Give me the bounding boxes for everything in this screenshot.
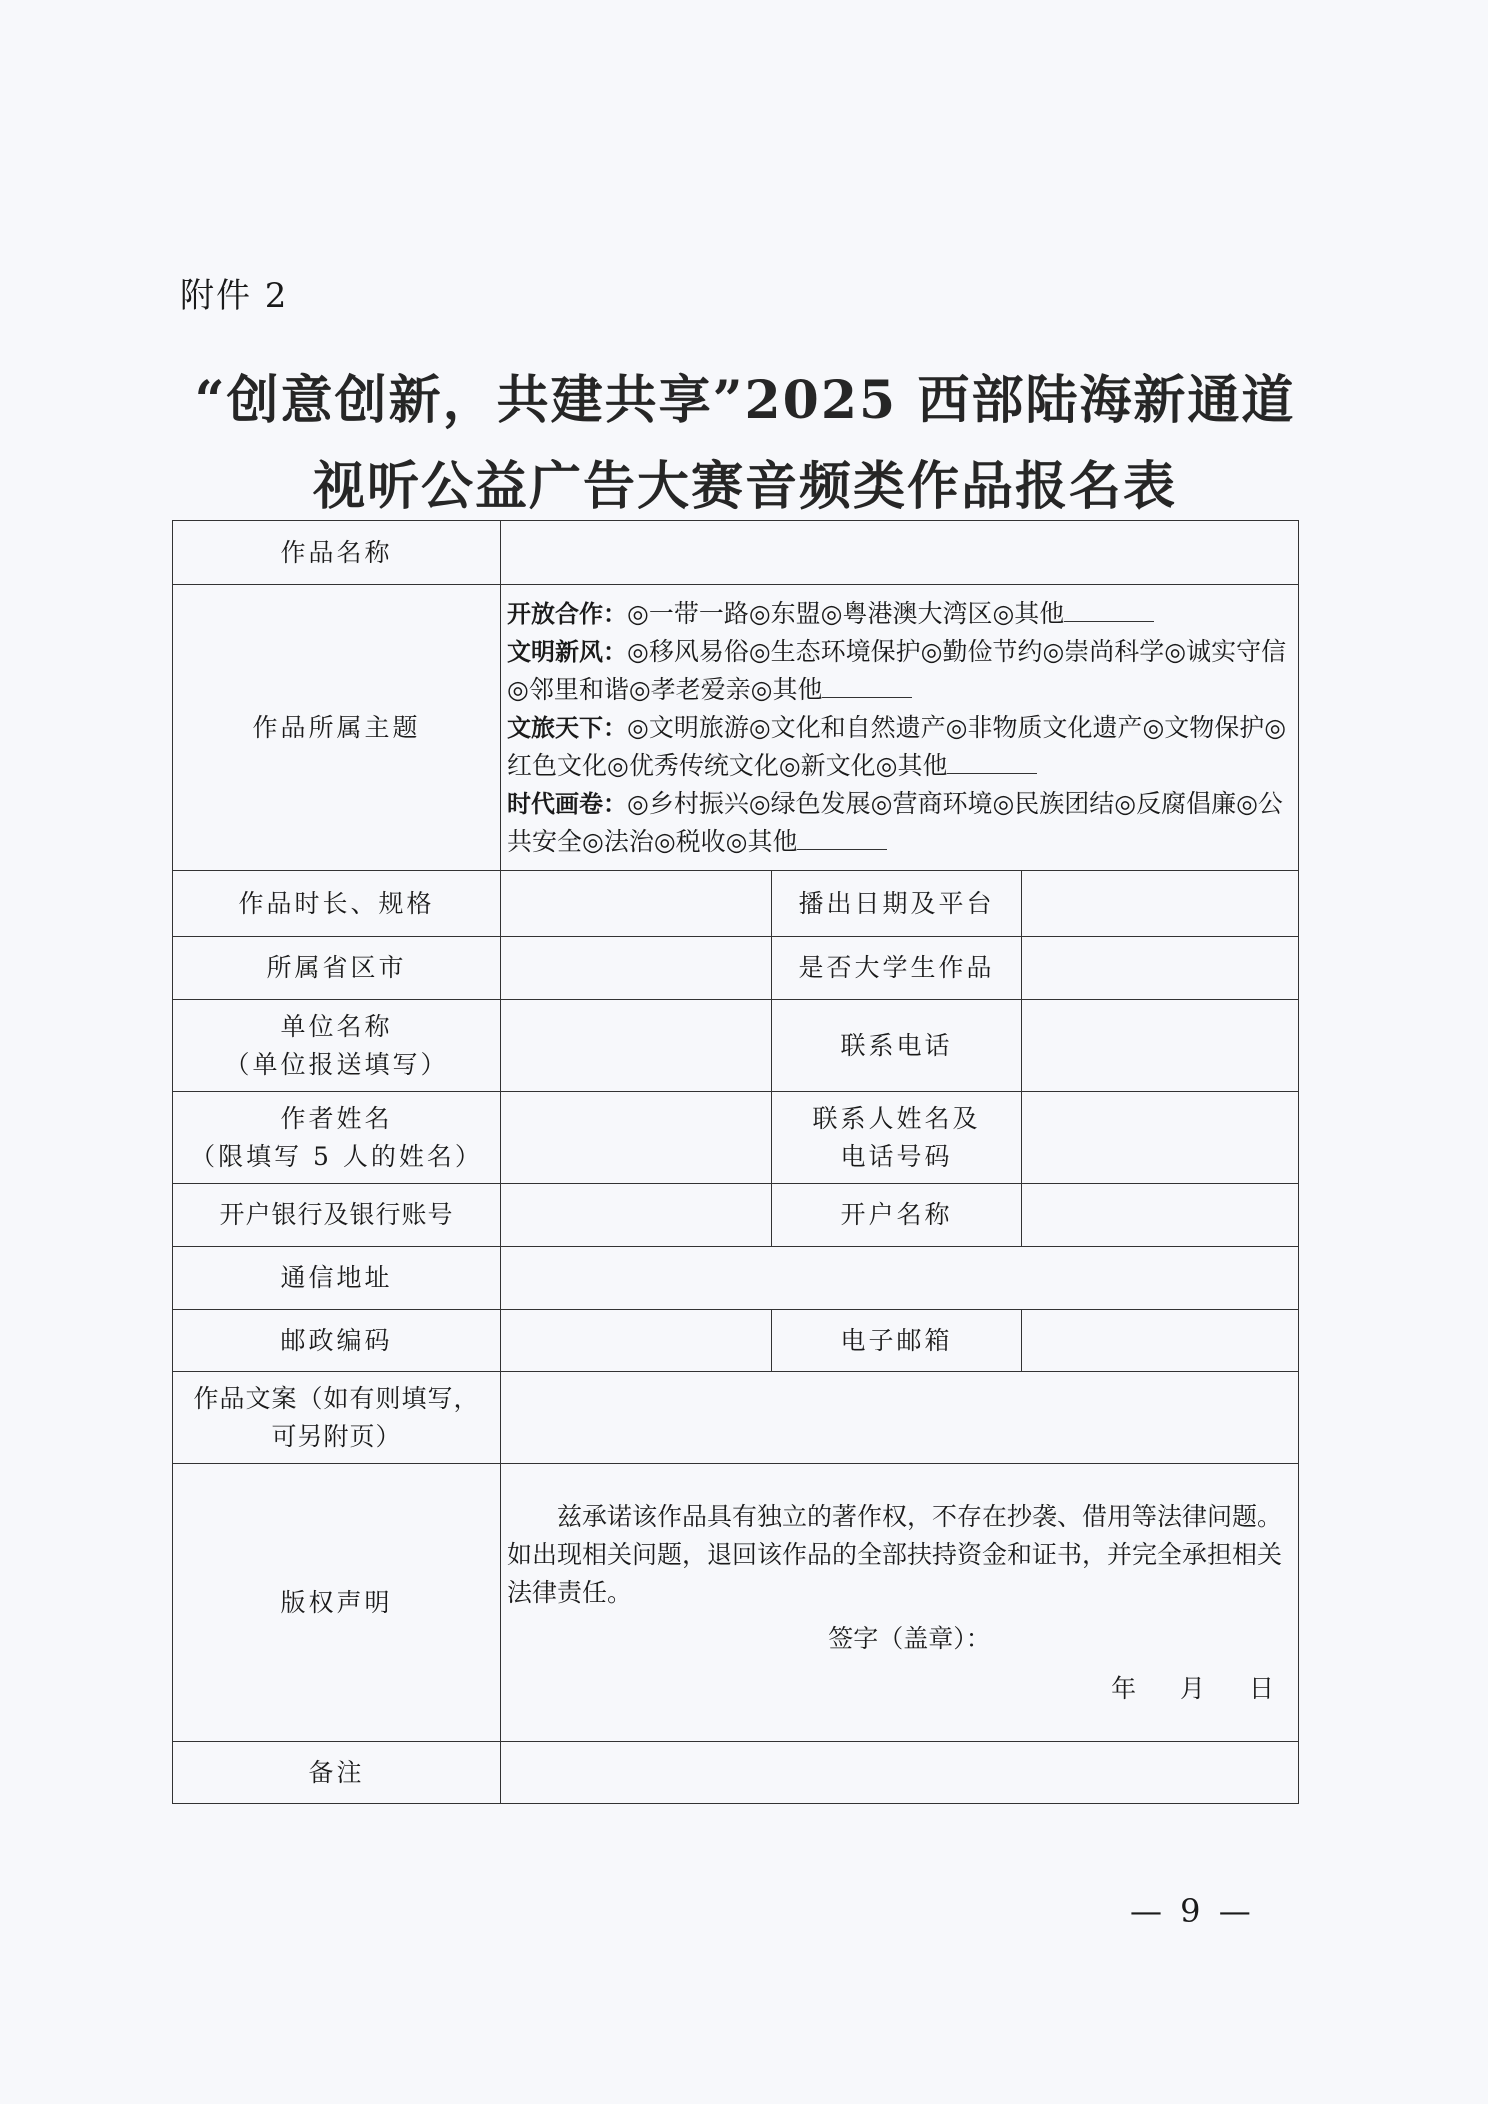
- theme-civil: [507, 633, 1292, 709]
- row-theme: [173, 585, 1299, 871]
- row-unit: [173, 1000, 1299, 1092]
- theme-civil-category: 文明新风：: [507, 637, 627, 666]
- copyright-statement-cell: [501, 1464, 1299, 1742]
- script-field[interactable]: [501, 1372, 1299, 1464]
- page-number: — 9 —: [1130, 1892, 1255, 1930]
- duration-field[interactable]: [501, 871, 772, 937]
- account-name-field[interactable]: [1022, 1184, 1299, 1247]
- student-label: 是否大学生作品: [772, 937, 1022, 1000]
- row-remarks: [173, 1742, 1299, 1804]
- row-copyright: [173, 1464, 1299, 1742]
- theme-culture: [507, 709, 1292, 785]
- email-label: 电子邮箱: [772, 1310, 1022, 1372]
- author-label: [173, 1092, 501, 1184]
- contact-field[interactable]: [1022, 1092, 1299, 1184]
- account-name-label: 开户名称: [772, 1184, 1022, 1247]
- form-title-line1: “创意创新，共建共享”2025 西部陆海新通道: [194, 370, 1296, 431]
- row-postcode: [173, 1310, 1299, 1372]
- address-label: 通信地址: [173, 1247, 501, 1310]
- theme-options[interactable]: [501, 585, 1299, 871]
- theme-open-category: 开放合作：: [507, 599, 627, 628]
- theme-open-items[interactable]: ◎一带一路◎东盟◎粤港澳大湾区◎其他: [627, 598, 1065, 628]
- theme-open: [507, 595, 1292, 633]
- form-title-line2: 视听公益广告大赛音频类作品报名表: [312, 456, 1177, 517]
- email-field[interactable]: [1022, 1310, 1299, 1372]
- row-duration: [173, 871, 1299, 937]
- theme-culture-other-blank[interactable]: [947, 747, 1037, 774]
- broadcast-field[interactable]: [1022, 871, 1299, 937]
- remarks-field[interactable]: [501, 1742, 1299, 1804]
- row-province: [173, 937, 1299, 1000]
- row-bank: [173, 1184, 1299, 1247]
- phone-label: 联系电话: [772, 1000, 1022, 1092]
- unit-label-line2: （单位报送填写）: [224, 1049, 449, 1079]
- work-name-field[interactable]: [501, 521, 1299, 585]
- theme-label: 作品所属主题: [173, 585, 501, 871]
- remarks-label: 备注: [173, 1742, 501, 1804]
- row-author: [173, 1092, 1299, 1184]
- theme-era-items[interactable]: ◎乡村振兴◎绿色发展◎营商环境◎民族团结◎反腐倡廉◎公共安全◎法治◎税收◎其他: [507, 788, 1283, 856]
- province-label: 所属省区市: [173, 937, 501, 1000]
- row-script: [173, 1372, 1299, 1464]
- theme-era-category: 时代画卷：: [507, 789, 627, 818]
- row-work-name: [173, 521, 1299, 585]
- student-field[interactable]: [1022, 937, 1299, 1000]
- author-label-line2: （限填写 5 人的姓名）: [190, 1141, 483, 1171]
- script-label: 作品文案（如有则填写，可另附页）: [173, 1372, 501, 1464]
- work-name-label: 作品名称: [173, 521, 501, 585]
- copyright-statement: 兹承诺该作品具有独立的著作权，不存在抄袭、借用等法律问题。如出现相关问题，退回该作品的全部扶持资金和证书，并完全承担相关法律责任。: [507, 1501, 1283, 1607]
- province-field[interactable]: [501, 937, 772, 1000]
- bank-label: 开户银行及银行账号: [173, 1184, 501, 1247]
- date-line[interactable]: 年 月 日: [1111, 1673, 1293, 1703]
- theme-civil-items[interactable]: ◎移风易俗◎生态环境保护◎勤俭节约◎崇尚科学◎诚实守信◎邻里和谐◎孝老爱亲◎其他: [507, 636, 1287, 704]
- author-label-line1: 作者姓名: [280, 1103, 393, 1133]
- theme-open-other-blank[interactable]: [1064, 595, 1154, 622]
- contact-label-line1: 联系人姓名及: [812, 1103, 981, 1133]
- broadcast-label: 播出日期及平台: [772, 871, 1022, 937]
- contact-label: [772, 1092, 1022, 1184]
- signature-line[interactable]: 签字（盖章）：: [828, 1623, 991, 1653]
- theme-culture-items[interactable]: ◎文明旅游◎文化和自然遗产◎非物质文化遗产◎文物保护◎红色文化◎优秀传统文化◎新文化◎其他: [507, 712, 1287, 780]
- theme-era-other-blank[interactable]: [797, 823, 887, 850]
- theme-culture-category: 文旅天下：: [507, 713, 627, 742]
- unit-label: [173, 1000, 501, 1092]
- attachment-label: 附件 2: [180, 276, 289, 316]
- contact-label-line2: 电话号码: [840, 1141, 953, 1171]
- postcode-label: 邮政编码: [173, 1310, 501, 1372]
- address-field[interactable]: [501, 1247, 1299, 1310]
- theme-era: [507, 785, 1292, 861]
- registration-form-table: [172, 520, 1299, 1804]
- copyright-label: 版权声明: [173, 1464, 501, 1742]
- phone-field[interactable]: [1022, 1000, 1299, 1092]
- unit-field[interactable]: [501, 1000, 772, 1092]
- postcode-field[interactable]: [501, 1310, 772, 1372]
- row-address: [173, 1247, 1299, 1310]
- bank-field[interactable]: [501, 1184, 772, 1247]
- unit-label-line1: 单位名称: [280, 1011, 393, 1041]
- theme-civil-other-blank[interactable]: [822, 671, 912, 698]
- duration-label: 作品时长、规格: [173, 871, 501, 937]
- author-field[interactable]: [501, 1092, 772, 1184]
